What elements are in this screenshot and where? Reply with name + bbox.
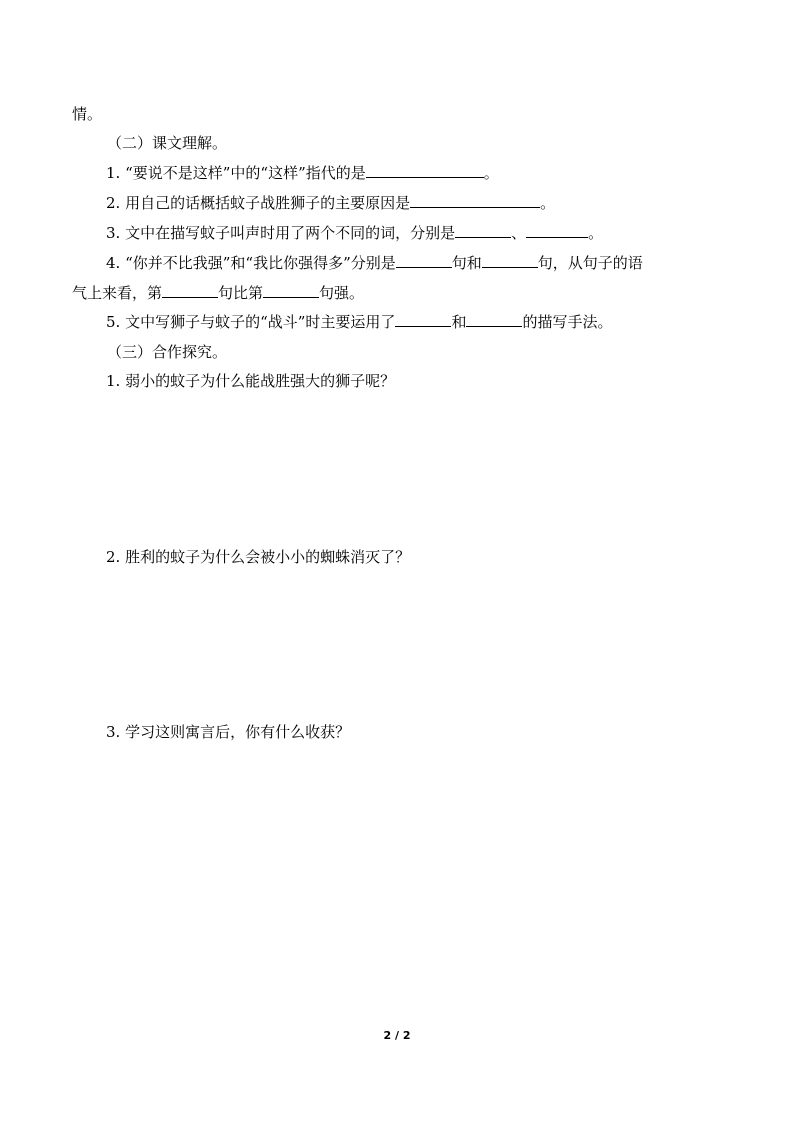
question-number: 3. (106, 224, 121, 242)
question-number: 3. (106, 723, 121, 741)
continuation-text: 情。 (72, 105, 103, 123)
answer-blank[interactable] (396, 253, 452, 268)
answer-blank[interactable] (263, 283, 319, 298)
answer-blank[interactable] (482, 253, 538, 268)
page-number: 2 / 2 (383, 1029, 411, 1042)
question-3: 3. 文中在描写蚊子叫声时用了两个不同的词，分别是 、 。 (106, 224, 604, 242)
question-number: 5. (106, 313, 121, 331)
question-text: 弱小的蚊子为什么能战胜强大的狮子呢？ (125, 372, 396, 390)
question-text: 用自己的话概括蚊子战胜狮子的主要原因是 (125, 194, 411, 212)
question-number: 1. (106, 164, 121, 182)
question-5: 5. 文中写狮子与蚊子的“战斗”时主要运用了 和 的描写手法。 (106, 313, 613, 331)
question-number: 2. (106, 548, 121, 566)
inquiry-question-1 (106, 371, 395, 391)
question-text: 学习这则寓言后，你有什么收获？ (125, 723, 351, 741)
question-4: 4. “你并不比我强”和“我比你强得多”分别是 句和 句，从句子的语 (106, 254, 643, 272)
question-text: 文中写狮子与蚊子的“战斗”时主要运用了 (125, 313, 396, 331)
answer-blank[interactable] (455, 223, 511, 238)
answer-blank[interactable] (395, 312, 451, 327)
answer-area-1[interactable] (106, 396, 726, 531)
question-text: 胜利的蚊子为什么会被小小的蜘蛛消灭了？ (125, 548, 411, 566)
question-number: 4. (106, 254, 121, 272)
section-heading-comprehension: （二）课文理解。 (107, 134, 228, 152)
question-text: “要说不是这样”中的“这样”指代的是 (125, 164, 366, 182)
question-text: 文中在描写蚊子叫声时用了两个不同的词，分别是 (125, 224, 456, 242)
answer-blank[interactable] (410, 193, 540, 208)
question-4-continuation: 气上来看，第 句比第 句强。 (72, 284, 365, 302)
answer-area-2[interactable] (106, 572, 726, 712)
question-1: 1. “要说不是这样”中的“这样”指代的是 。 (106, 164, 499, 182)
answer-blank[interactable] (366, 163, 484, 178)
question-text: “你并不比我强”和“我比你强得多”分别是 (125, 254, 396, 272)
answer-blank[interactable] (526, 223, 588, 238)
question-2: 2. 用自己的话概括蚊子战胜狮子的主要原因是 。 (106, 194, 556, 212)
inquiry-question-2 (106, 547, 410, 567)
question-number: 2. (106, 194, 121, 212)
question-number: 1. (106, 372, 121, 390)
inquiry-question-3 (106, 722, 350, 742)
answer-blank[interactable] (162, 283, 218, 298)
answer-blank[interactable] (466, 312, 522, 327)
section-heading-inquiry: （三）合作探究。 (107, 343, 228, 361)
answer-area-3[interactable] (106, 748, 726, 998)
